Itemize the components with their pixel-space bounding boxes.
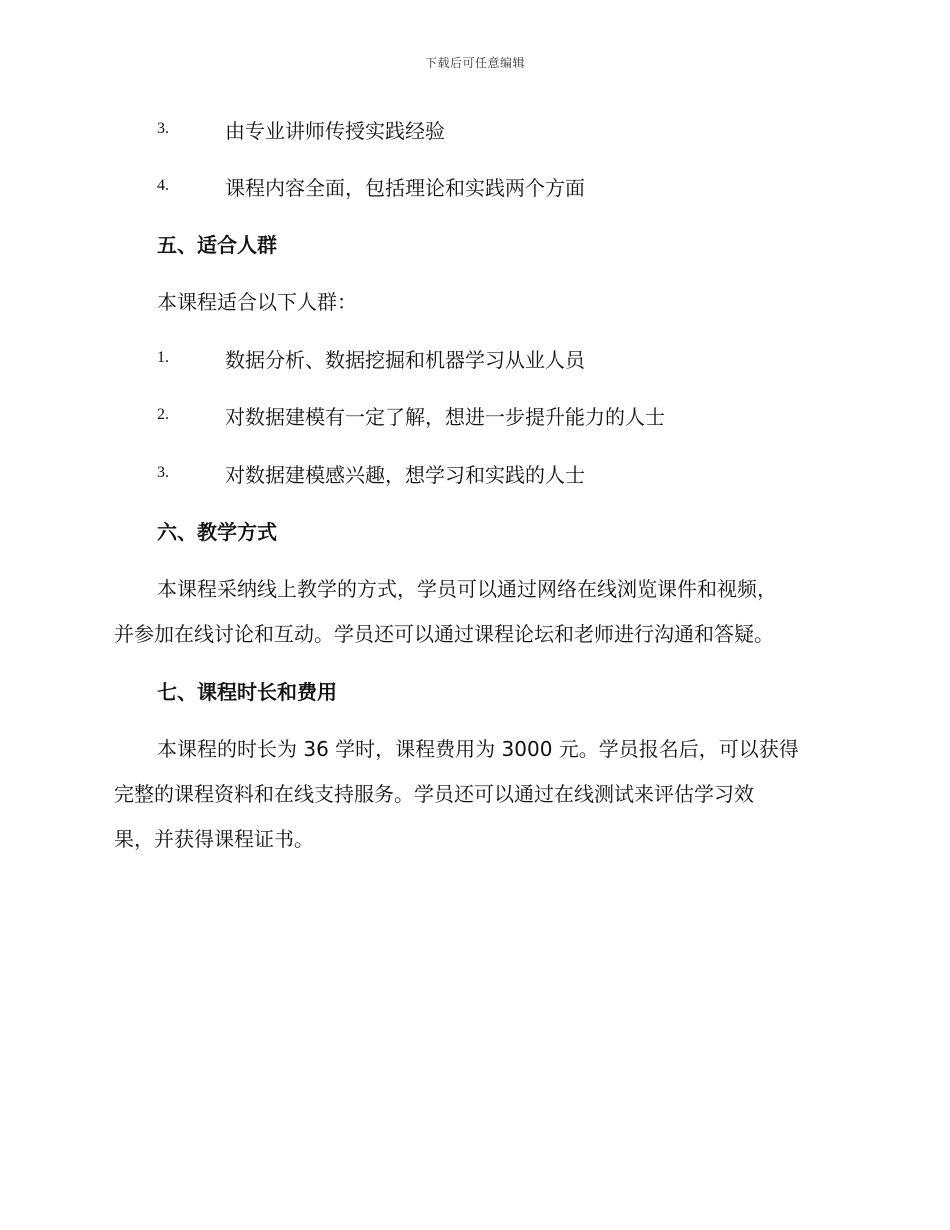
list-item [157, 343, 585, 373]
list-item [157, 400, 665, 430]
list-text: 由专业讲师传授实践经验 [225, 118, 445, 143]
list-number: 1. [157, 349, 169, 366]
paragraph-line: 本课程采纳线上教学的方式，学员可以通过网络在线浏览课件和视频， [157, 577, 777, 601]
paragraph-line: 本课程的时长为 36 学时，课程费用为 3000 元。学员报名后，可以获得 [157, 737, 799, 761]
list-item [157, 171, 585, 201]
paragraph-line: 并参加在线讨论和互动。学员还可以通过课程论坛和老师进行沟通和答疑。 [114, 622, 774, 646]
list-text: 对数据建模有一定了解，想进一步提升能力的人士 [225, 404, 665, 429]
list-item [157, 114, 445, 144]
header-note: 下载后可任意编辑 [424, 56, 525, 70]
section-heading: 五、适合人群 [157, 233, 277, 257]
section-heading: 六、教学方式 [157, 520, 277, 544]
paragraph-line: 果，并获得课程证书。 [114, 827, 314, 851]
list-item [157, 458, 585, 488]
list-number: 3. [157, 464, 169, 481]
section-intro: 本课程适合以下人群： [157, 290, 357, 314]
list-text: 数据分析、数据挖掘和机器学习从业人员 [225, 347, 585, 372]
list-text: 对数据建模感兴趣，想学习和实践的人士 [225, 462, 585, 487]
list-text: 课程内容全面，包括理论和实践两个方面 [225, 175, 585, 200]
paragraph-line: 完整的课程资料和在线支持服务。学员还可以通过在线测试来评估学习效 [114, 782, 754, 806]
list-number: 4. [157, 177, 169, 194]
section-heading: 七、课程时长和费用 [157, 680, 337, 704]
list-number: 3. [157, 120, 169, 137]
list-number: 2. [157, 406, 169, 423]
